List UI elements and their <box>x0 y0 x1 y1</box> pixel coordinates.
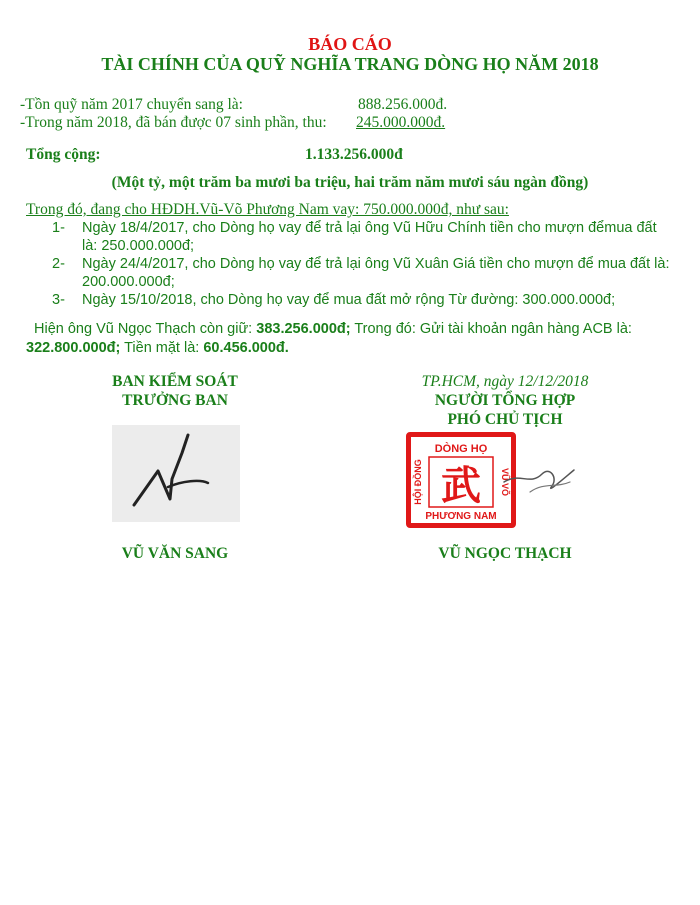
loan-intro: Trong đó, đang cho HĐDH.Vũ-Võ Phương Nam vay: 750.000.000đ, như sau: <box>26 201 509 218</box>
left-role-title: TRƯỞNG BAN <box>122 392 228 409</box>
loan-item-line: Ngày 18/4/2017, cho Dòng họ vay để trả lại ông Vũ Hữu Chính tiền cho mượn đểmua đất <box>82 220 657 236</box>
loan-number: 2- <box>52 256 65 272</box>
sales-label: -Trong năm 2018, đã bán được 07 sinh phần, thu: <box>20 114 327 131</box>
seal-left-text: HỘI ĐỒNG <box>413 459 423 505</box>
right-role-title-1: NGƯỜI TỔNG HỢP <box>434 392 576 409</box>
seal-center-glyph: 武 <box>441 463 481 509</box>
loan-number: 1- <box>52 220 65 236</box>
carry-over-value: 888.256.000đ. <box>358 96 448 113</box>
holding-line-2 <box>26 340 289 356</box>
report-subtitle: TÀI CHÍNH CỦA QUỸ NGHĨA TRANG DÒNG HỌ NĂM 2018 <box>101 54 599 74</box>
holding-amount: 383.256.000đ; <box>256 321 351 337</box>
seal-top-text: DÒNG HỌ <box>434 443 488 455</box>
carry-over-label: -Tồn quỹ năm 2017 chuyển sang là: <box>20 96 243 113</box>
date-place: TP.HCM, ngày 12/12/2018 <box>421 373 589 390</box>
bank-amount: 322.800.000đ; <box>26 340 121 356</box>
loan-item-line: Ngày 24/4/2017, cho Dòng họ vay để trả lại ông Vũ Xuân Giá tiền cho mượn để mua đất là: <box>82 256 670 272</box>
signature-scribble <box>112 425 240 522</box>
loan-item-line: là: 250.000.000đ; <box>82 238 195 254</box>
total-label: Tổng cộng: <box>26 146 101 163</box>
right-signer-name: VŨ NGỌC THẠCH <box>438 545 572 562</box>
loan-item-line: 200.000.000đ; <box>82 274 175 290</box>
total-in-words: (Một tỷ, một trăm ba mươi ba triệu, hai trăm năm mươi sáu ngàn đồng) <box>111 174 589 191</box>
seal-right-text: VŨ VÕ <box>500 467 510 497</box>
seal-graphic <box>411 437 511 523</box>
left-org-title: BAN KIỂM SOÁT <box>112 373 238 390</box>
left-signer-name: VŨ VĂN SANG <box>121 545 229 562</box>
signature-scribble <box>500 452 580 502</box>
loan-number: 3- <box>52 292 65 308</box>
cash-amount: 60.456.000đ. <box>203 340 289 356</box>
loan-item-line: Ngày 15/10/2018, cho Dòng họ vay để mua đất mở rộng Từ đường: 300.000.000đ; <box>82 292 616 308</box>
total-value: 1.133.256.000đ <box>305 146 403 163</box>
holding-text: Hiện ông Vũ Ngọc Thạch còn giữ: <box>34 321 257 337</box>
seal-bottom-text: PHƯƠNG NAM <box>425 511 497 522</box>
right-role-title-2: PHÓ CHỦ TỊCH <box>447 411 563 428</box>
report-title: BÁO CÁO <box>308 34 392 54</box>
holding-line-1 <box>34 321 632 337</box>
sales-value: 245.000.000đ. <box>356 114 446 131</box>
left-signature <box>112 425 240 522</box>
holding-text: Trong đó: Gửi tài khoản ngân hàng ACB là: <box>350 321 632 337</box>
holding-text: Tiền mặt là: <box>120 340 204 356</box>
right-signature <box>500 452 580 502</box>
